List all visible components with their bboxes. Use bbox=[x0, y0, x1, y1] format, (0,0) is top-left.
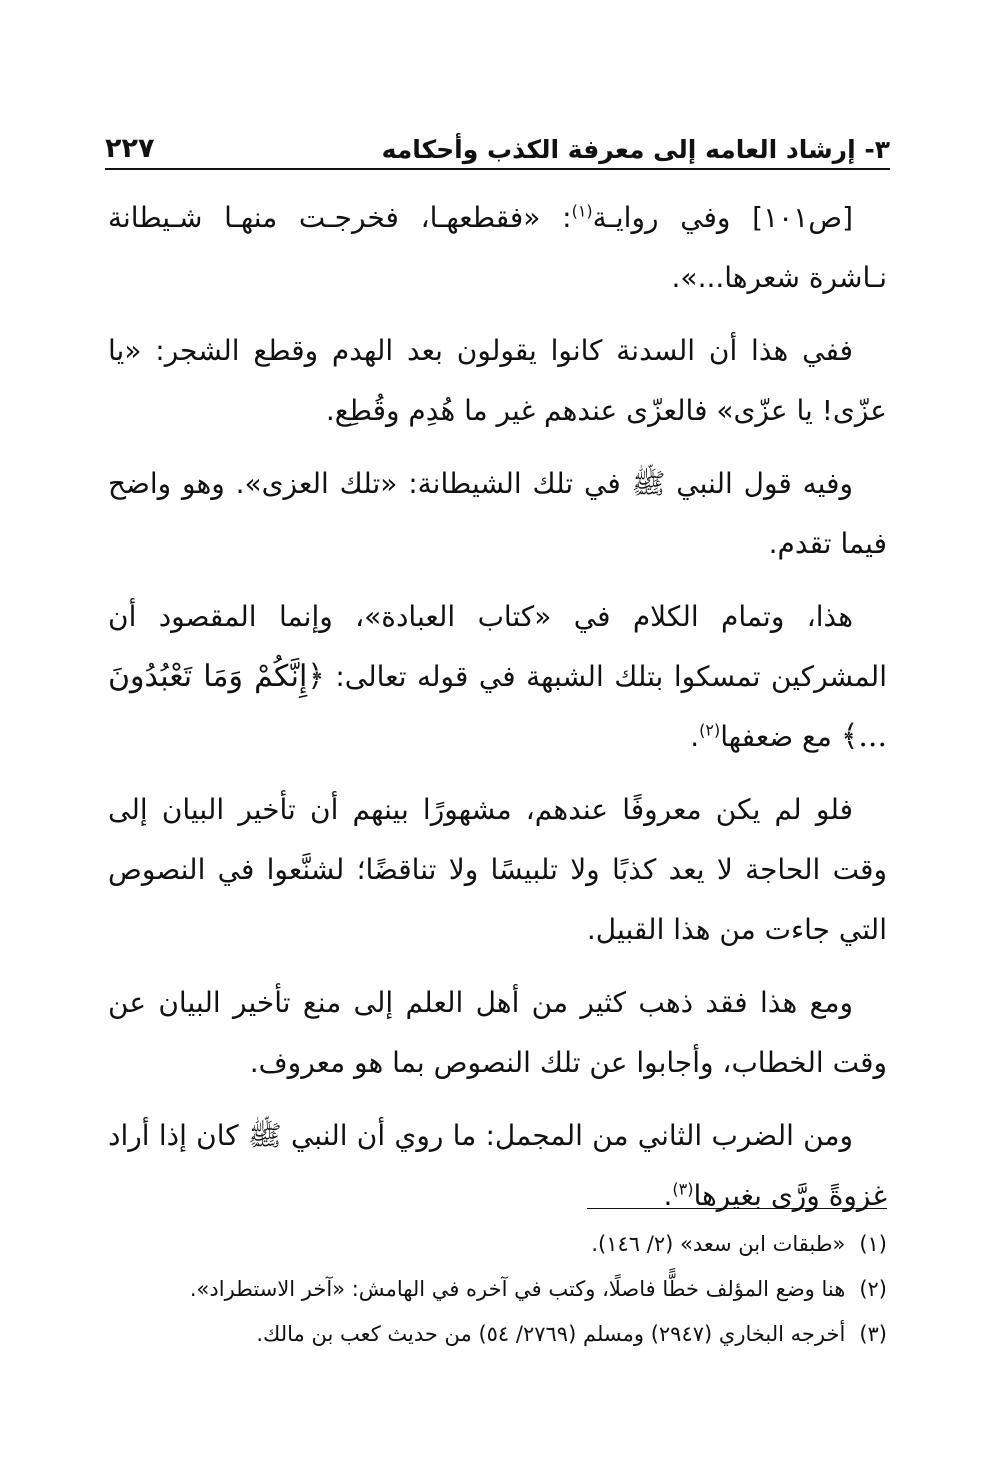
quran-verse: ﴿إِنَّكُمْ وَمَا تَعْبُدُونَ ...﴾ bbox=[108, 659, 887, 754]
paragraph-7: ومن الضرب الثاني من المجمل: ما روي أن النبي ﷺ كان إذا أراد غزوةً ورَّى بغيرها$^{(٣)}$. bbox=[108, 1119, 887, 1212]
footnote-ref-1[interactable]: (١) bbox=[571, 201, 593, 221]
footnote-number: (٢) bbox=[859, 1277, 887, 1301]
footnotes bbox=[108, 1222, 887, 1357]
paragraph-5: فلو لم يكن معروفًا عندهم، مشهورًا بينهم أن تأخير البيان إلى وقت الحاجة لا يعد كذبًا ولا تلبيسًا ولا تناقضًا؛ لشنَّعوا في النصوص التي جاءت من هذا القبيل. bbox=[108, 793, 887, 946]
main-text bbox=[108, 188, 887, 1239]
paragraph-1: [ص١٠١] وفي روايـة$^{(١)}$: «فقطعهـا، فخرجـت منهـا شـيطانة نـاشرة شعرها...». bbox=[108, 201, 887, 294]
page-header bbox=[105, 128, 890, 164]
running-title: ٣- إرشاد العامه إلى معرفة الكذب وأحكامه bbox=[381, 135, 890, 164]
footnote-text: أخرجه البخاري (٢٩٤٧) ومسلم (٢٧٦٩/ ٥٤) من حديث كعب بن مالك. bbox=[256, 1322, 846, 1346]
footnote-text: «طبقات ابن سعد» (٢/ ١٤٦). bbox=[591, 1232, 846, 1256]
footnote-separator bbox=[587, 1208, 887, 1209]
paragraph-2: ففي هذا أن السدنة كانوا يقولون بعد الهدم وقطع الشجر: «يا عزّى! يا عزّى» فالعزّى عندهم غير ما هُدِم وقُطِع. bbox=[108, 334, 887, 427]
paragraph-3: وفيه قول النبي ﷺ في تلك الشيطانة: «تلك العزى». وهو واضح فيما تقدم. bbox=[108, 467, 887, 560]
paragraph-4: هذا، وتمام الكلام في «كتاب العبادة»، وإنما المقصود أن المشركين تمسكوا بتلك الشبهة في قوله تعالى: ﴿إِنَّكُمْ وَمَا تَعْبُدُونَ ...﴾ مع ضعفها$^{(٢)}$. bbox=[108, 600, 887, 754]
page-number: ٢٢٧ bbox=[105, 133, 155, 164]
footnote-1 bbox=[108, 1222, 887, 1267]
header-rule bbox=[105, 168, 890, 170]
footnote-number: (١) bbox=[859, 1232, 887, 1256]
footnote-ref-3[interactable]: (٣) bbox=[672, 1179, 694, 1199]
footnote-number: (٣) bbox=[859, 1322, 887, 1346]
footnote-ref-2[interactable]: (٢) bbox=[699, 720, 721, 740]
footnote-3 bbox=[108, 1312, 887, 1357]
footnote-2 bbox=[108, 1267, 887, 1312]
footnote-text: هنا وضع المؤلف خطًّا فاصلًا، وكتب في آخره في الهامش: «آخر الاستطراد». bbox=[189, 1277, 846, 1301]
paragraph-6: ومع هذا فقد ذهب كثير من أهل العلم إلى منع تأخير البيان عن وقت الخطاب، وأجابوا عن تلك النصوص بما هو معروف. bbox=[108, 986, 887, 1079]
